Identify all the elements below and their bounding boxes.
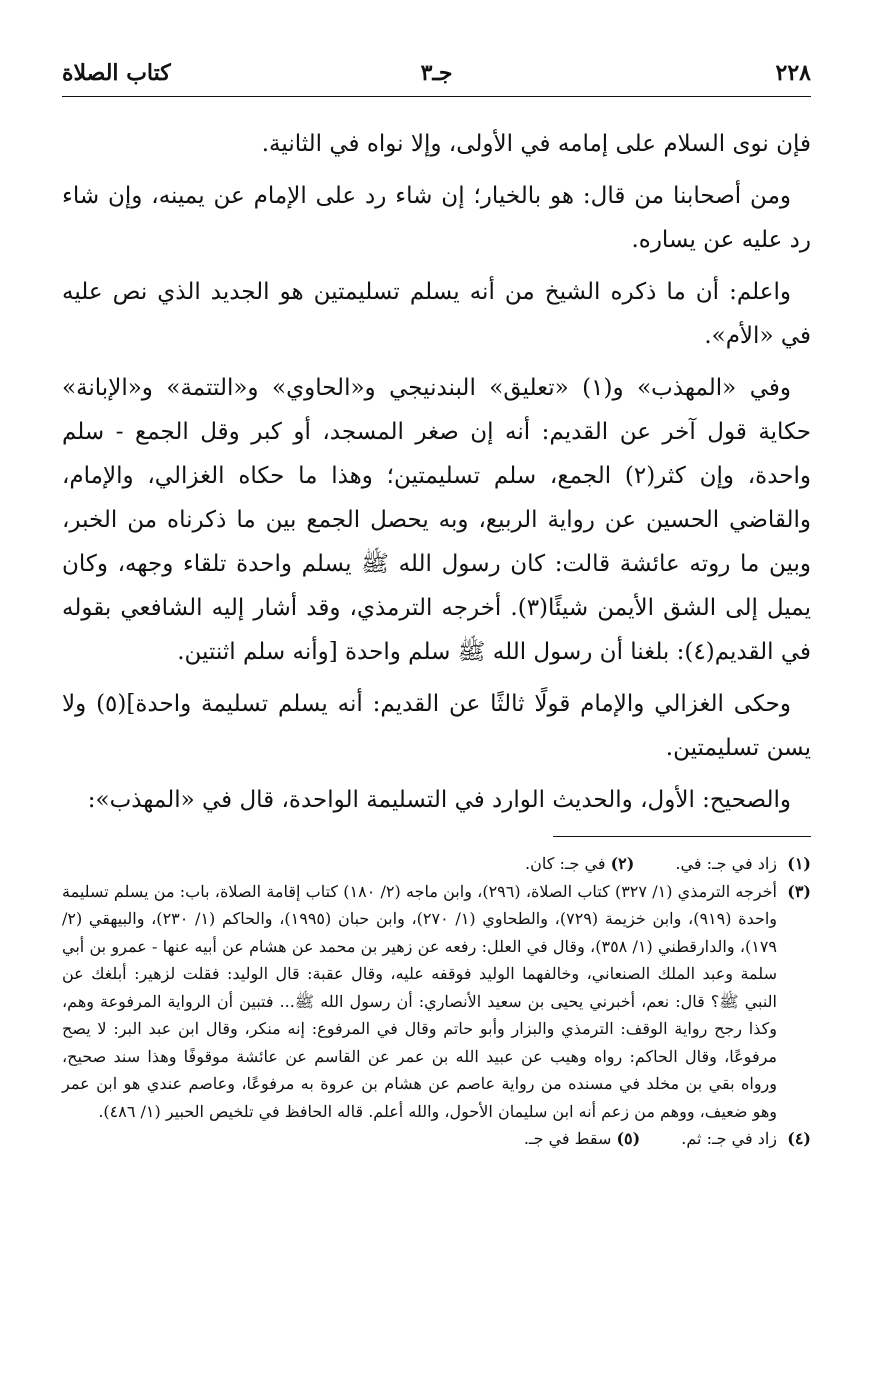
paragraph: وفي «المهذب» و(١) «تعليق» البندنيجي و«الحاوي» و«التتمة» و«الإبانة» حكاية قول آخر عن القديم: أنه إن صغر المسجد، أو كبر وقل الجمع - سلم واحدة، وإن كثر(٢) الجمع، سلم تسليمتين؛ وهذا ما حكاه الغزالي، والإمام، والقاضي الحسين عن رواية الربيع، وبه يحصل الجمع بين ما ذكرناه من الخبر، وبين ما روته عائشة قالت: كان رسول الله ﷺ يسلم واحدة تلقاء وجهه، وكان يميل إلى الشق الأيمن شيئًا(٣). أخرجه الترمذي، وقد أشار إليه الشافعي بقوله في القديم(٤): بلغنا أن رسول الله ﷺ سلم واحدة [وأنه سلم اثنتين.	[62, 375, 811, 665]
book-title: كتاب الصلاة	[62, 60, 171, 86]
footnote-5-text: سقط في جـ.	[523, 1129, 612, 1148]
paragraph: واعلم: أن ما ذكره الشيخ من أنه يسلم تسليمتين هو الجديد الذي نص عليه في «الأم».	[62, 279, 811, 349]
footnote-number: (٤)	[787, 1129, 811, 1148]
paragraph: والصحيح: الأول، والحديث الوارد في التسليمة الواحدة، قال في «المهذب»:	[87, 787, 791, 813]
footnote-4	[681, 1125, 777, 1153]
page-header	[62, 52, 811, 97]
footnote-5	[524, 1125, 640, 1153]
paragraph: ومن أصحابنا من قال: هو بالخيار؛ إن شاء رد على الإمام عن يمينه، وإن شاء رد عليه عن يساره.	[62, 183, 811, 253]
footnote-number: (١)	[787, 854, 811, 873]
footnote-2	[525, 850, 634, 878]
footnote-text	[62, 850, 777, 878]
paragraph: وحكى الغزالي والإمام قولًا ثالثًا عن القديم: أنه يسلم تسليمة واحدة](٥) ولا يسن تسليمتين.	[62, 691, 811, 761]
footnote-3-text: أخرجه الترمذي (١/ ٣٢٧) كتاب الصلاة، (٢٩٦)، وابن ماجه (٢/ ١٨٠) كتاب إقامة الصلاة، باب: من يسلم تسليمة واحدة (٩١٩)، وابن خزيمة (٧٢٩)، والطحاوي (١/ ٢٧٠)، وابن حبان (١٩٩٥)، والحاكم (١/ ٢٣٠)، والبيهقي (٢/ ١٧٩)، والدارقطني (١/ ٣٥٨)، وقال في العلل: رفعه عن زهير بن محمد عن هشام عن أبيه عنها - عمرو بن أبي سلمة وعبد الملك الصنعاني، وخالفهما الوليد فوقفه عليه، وقال عقبة: قال الوليد: فقلت لزهير: أبلغك عن النبي ﷺ؟ قال: نعم، أخبرني يحيى بن سعيد الأنصاري: أن رسول الله ﷺ... فتبين أن الرواية المرفوعة وهم، وكذا رجح رواية الوقف: الترمذي والبزار وأبو حاتم وقال في المرفوع: إنه منكر، وقال ابن عبد البر: لا يصح مرفوعًا، وقال الحاكم: رواه وهيب عن عبيد الله بن عمر عن القاسم عن عائشة موقوفًا وهذا سند صحيح، ورواه بقي بن مخلد في مسنده من رواية عاصم عن هشام بن عروة به مرفوعًا، وعاصم عندي هو ابن عمر وهو ضعيف، ووهم من زعم أنه ابن سليمان الأحول، والله أعلم. قاله الحافظ في تلخيص الحبير (١/ ٤٨٦).	[62, 881, 778, 1121]
footnote-row	[62, 1125, 811, 1153]
footnote-number: (٣)	[787, 881, 811, 901]
footnotes	[62, 850, 811, 1153]
paragraph: فإن نوى السلام على إمامه في الأولى، وإلا نواه في الثانية.	[261, 131, 811, 157]
footnote-row	[62, 878, 811, 1126]
footnote-2-number: (٢)	[610, 854, 635, 873]
footnote-2-text: في جـ: كان.	[525, 854, 606, 873]
footnote-5-number: (٥)	[616, 1129, 641, 1148]
footnote-4-text: زاد في جـ: ثم.	[681, 1129, 777, 1148]
volume-label: جـ٣	[420, 60, 453, 86]
main-text	[62, 122, 811, 830]
footnote-1-text: زاد في جـ: في.	[675, 854, 777, 873]
footnote-1	[675, 850, 777, 878]
footnote-divider	[553, 836, 811, 837]
page-number: ٢٢٨	[775, 60, 811, 86]
footnote-text	[62, 1125, 777, 1153]
footnote-row	[62, 850, 811, 878]
